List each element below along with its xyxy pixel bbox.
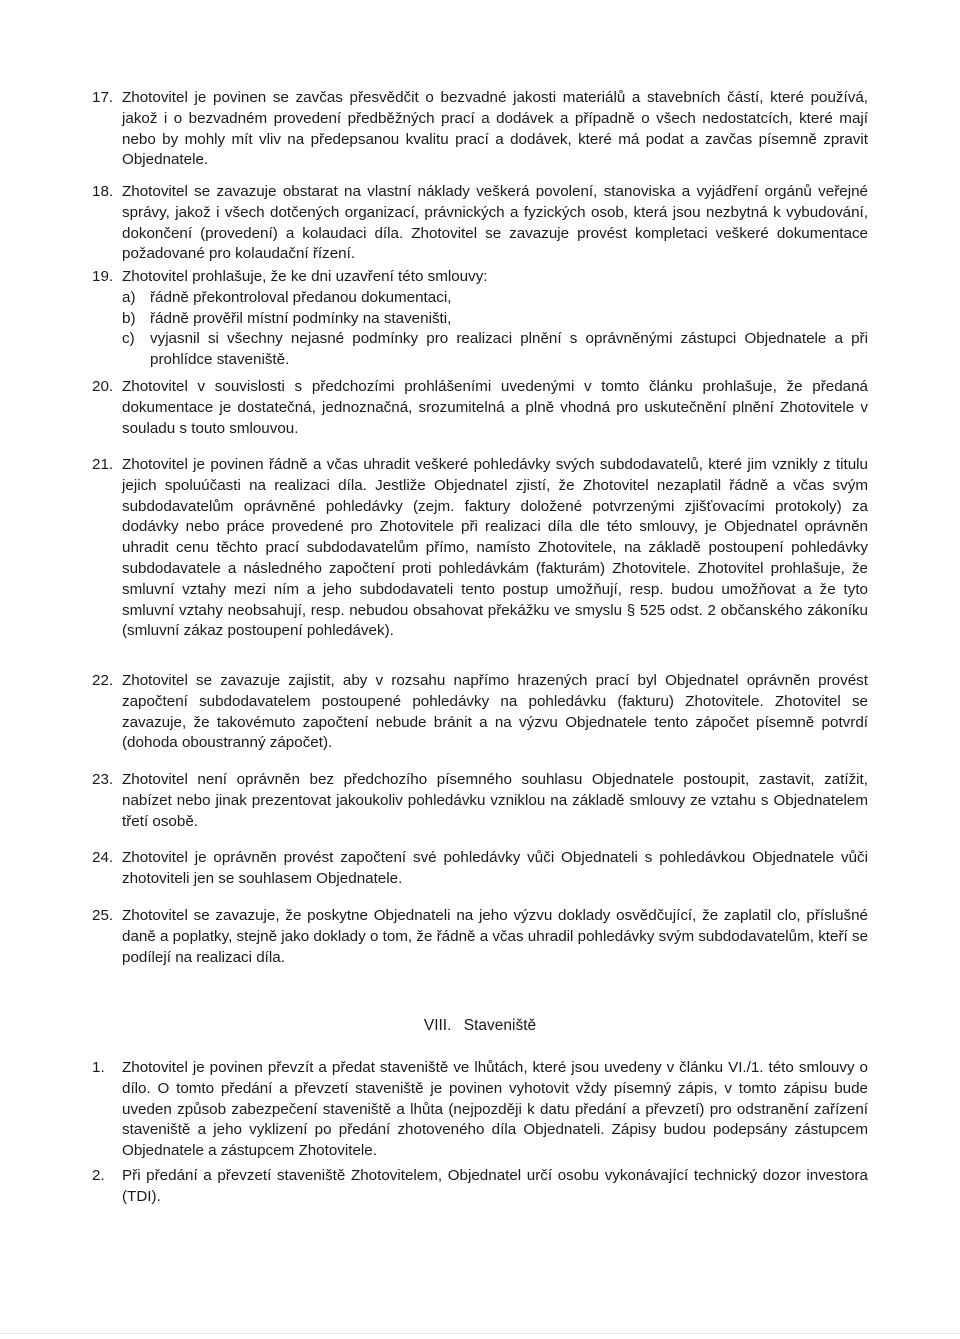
list-item-a <box>122 288 868 309</box>
list-item-text: vyjasnil si všechny nejasné podmínky pro realizaci plnění s oprávněnými zástupci Objednatele a při prohlídce staveniště. <box>150 330 868 369</box>
paragraph-text: Zhotovitel v souvislosti s předchozími prohlášeními uvedenými v tomto článku prohlašuje, že předaná dokumentace je dostatečná, jednoznačná, srozumitelná a plně vhodná pro uskutečnění plnění Zhotovitele v souladu s touto smlouvou. <box>122 378 868 437</box>
section-heading <box>0 1016 960 1037</box>
paragraph-text: Zhotovitel se zavazuje zajistit, aby v rozsahu napřímo hrazených prací byl Objednatel oprávněn provést započtení subdodavatelem postoupené pohledávky na pohledávku (fakturu) Zhotovitele. Zhotovitel se zavazuje, že takovémuto započtení nebude bránit a na výzvu Objednatele tento zápočet písemně potvrdí (dohoda oboustranný zápočet). <box>122 672 868 752</box>
paragraph-text <box>122 267 868 371</box>
section-title: Staveniště <box>463 1017 537 1034</box>
section-paragraph-2 <box>92 1166 868 1208</box>
paragraph-number: 21. <box>92 456 114 473</box>
paragraph-25 <box>92 906 868 968</box>
list-item-label: b) <box>122 309 136 327</box>
list-item-label: a) <box>122 288 136 306</box>
paragraph-text: Zhotovitel se zavazuje, že poskytne Objednateli na jeho výzvu doklady osvědčující, že zaplatil clo, příslušné daně a poplatky, stejně jako doklady o tom, že řádně a včas uhradil pohledávky svým subdodavatelům, kteří se podílejí na realizaci díla. <box>122 907 869 966</box>
section-paragraph-1 <box>92 1058 868 1162</box>
paragraph-text: Zhotovitel je povinen převzít a předat staveniště ve lhůtách, které jsou uvedeny v článku VI./1. této smlouvy o dílo. O tomto předání a převzetí staveniště je povinen vyhotovit vždy písemný zápis, v tomto zápisu bude uveden způsob zabezpečení staveniště a lhůta (nejpozději k datu předání a převzetí) pro odstranění zařízení staveniště a jeho vyklizení po předání zhotoveného díla Objednateli. Zápisy budou podepsány zástupcem Objednatele a zástupcem Zhotovitele. <box>122 1059 868 1160</box>
paragraph-21 <box>92 455 868 642</box>
paragraph-19 <box>92 267 868 371</box>
paragraph-text: Zhotovitel je povinen řádně a včas uhradit veškeré pohledávky svých subdodavatelů, které jim vznikly z titulu jejich spoluúčasti na realizaci díla. Jestliže Objednatel zjistí, že Zhotovitel nezaplatil řádně a včas svým subdodavatelům oprávněné pohledávky (zejm. faktury doložené potvrzenými zjišťovacími protokoly) za dodávky nebo práce provedené pro Zhotovitele při realizaci díla dle této smlouvy, je Objednatel oprávněn uhradit cenu těchto prací subdodavatelům přímo, namísto Zhotovitele, na základě postoupení pohledávky subdodavatele a následného započtení proti pohledávkám (fakturám) Zhotovitele. Zhotovitel prohlašuje, že smluvní vztahy mezi ním a jeho subdodavateli tento postup umožňují, resp. budou umožňovat a že tyto smluvní vztahy neobsahují, resp. nebudou obsahovat překážku ve smyslu § 525 odst. 2 občanského zákoníku (smluvní zákaz postoupení pohledávek). <box>122 456 868 640</box>
list-item-label: c) <box>122 330 135 348</box>
paragraph-text: Při předání a převzetí staveniště Zhotovitelem, Objednatel určí osobu vykonávající technický dozor investora (TDI). <box>122 1167 868 1205</box>
paragraph-18 <box>92 182 868 265</box>
paragraph-text: Zhotovitel je povinen se zavčas přesvědčit o bezvadné jakosti materiálů a stavebních částí, které používá, jakož i o bezvadném provedení předběžných prací a dodávek a případně o všech nedostatcích, které mají nebo by mohly mít vliv na předepsanou kvalitu prací a dodávek, které má podat a zavčas písemně zpravit Objednatele. <box>122 89 868 169</box>
list-item-c <box>122 329 868 371</box>
paragraph-17 <box>92 88 868 171</box>
section-number: VIII. <box>423 1017 452 1034</box>
paragraph-text: Zhotovitel je oprávněn provést započtení své pohledávky vůči Objednateli s pohledávkou Objednatele vůči zhotoviteli jen se souhlasem Objednatele. <box>122 849 868 887</box>
paragraph-24 <box>92 848 868 890</box>
paragraph-number: 24. <box>92 849 114 866</box>
paragraph-text: Zhotovitel se zavazuje obstarat na vlastní náklady veškerá povolení, stanoviska a vyjádření orgánů veřejné správy, jakož i všech dotčených organizací, právnických a fyzických osob, která jsou nezbytná k vybudování, dokončení (provedení) a kolaudaci díla. Zhotovitel se zavazuje provést kompletaci veškeré dokumentace požadované pro kolaudační řízení. <box>122 183 868 263</box>
paragraph-23 <box>92 770 868 832</box>
paragraph-text: Zhotovitel není oprávněn bez předchozího písemného souhlasu Objednatele postoupit, zastavit, zatížit, nabízet nebo jinak prezentovat jakoukoliv pohledávku vzniklou na základě smlouvy ze vztahu s Objednatelem třetí osobě. <box>122 771 868 830</box>
paragraph-22 <box>92 671 868 754</box>
list-item-b <box>122 309 868 330</box>
paragraph-number: 19. <box>92 268 114 285</box>
paragraph-number: 2. <box>92 1167 105 1184</box>
paragraph-number: 1. <box>92 1059 105 1076</box>
paragraph-number: 23. <box>92 771 114 788</box>
paragraph-number: 17. <box>92 89 114 106</box>
paragraph-number: 22. <box>92 672 114 689</box>
paragraph-number: 25. <box>92 907 114 924</box>
paragraph-number: 20. <box>92 378 114 395</box>
paragraph-intro: Zhotovitel prohlašuje, že ke dni uzavření této smlouvy: <box>122 268 488 285</box>
list-item-text: řádně překontroloval předanou dokumentaci, <box>150 288 452 306</box>
scan-edge-line <box>0 1333 960 1334</box>
list-item-text: řádně prověřil místní podmínky na staveništi, <box>150 309 452 327</box>
paragraph-20 <box>92 377 868 439</box>
paragraph-number: 18. <box>92 183 114 200</box>
